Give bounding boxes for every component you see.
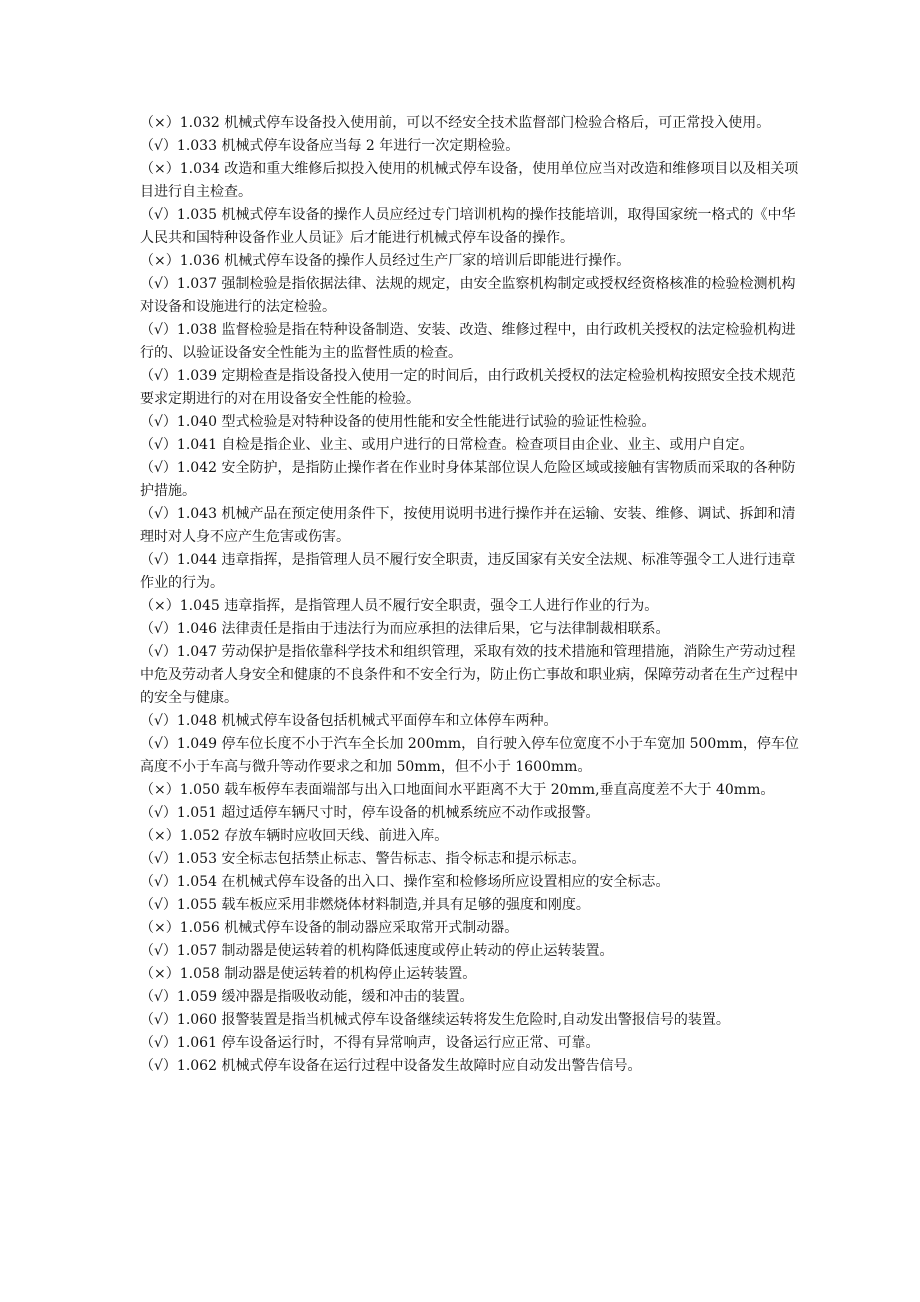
question-1-053: （√）1.053 安全标志包括禁止标志、警告标志、指令标志和提示标志。 bbox=[140, 851, 586, 867]
question-1-062: （√）1.062 机械式停车设备在运行过程中设备发生故障时应自动发出警告信号。 bbox=[140, 1058, 642, 1074]
question-1-034: （×）1.034 改造和重大维修后拟投入使用的机械式停车设备，使用单位应当对改造和维修项目以及相关项目进行自主检查。 bbox=[140, 161, 799, 200]
question-1-058: （×）1.058 制动器是使运转着的机构停止运转装置。 bbox=[140, 966, 477, 982]
question-1-039: （√）1.039 定期检查是指设备投入使用一定的时间后，由行政机关授权的法定检验机构按照安全技术规范要求定期进行的对在用设备安全性能的检验。 bbox=[140, 368, 796, 407]
question-1-054: （√）1.054 在机械式停车设备的出入口、操作室和检修场所应设置相应的安全标志。 bbox=[140, 874, 670, 890]
question-1-033: （√）1.033 机械式停车设备应当每 2 年进行一次定期检验。 bbox=[140, 138, 520, 154]
question-1-048: （√）1.048 机械式停车设备包括机械式平面停车和立体停车两种。 bbox=[140, 713, 558, 729]
question-1-041: （√）1.041 自检是指企业、业主、或用户进行的日常检查。检查项目由企业、业主、或用户自定。 bbox=[140, 437, 754, 453]
question-1-036: （×）1.036 机械式停车设备的操作人员经过生产厂家的培训后即能进行操作。 bbox=[140, 253, 631, 269]
question-1-044: （√）1.044 违章指挥，是指管理人员不履行安全职责，违反国家有关安全法规、标准等强令工人进行违章作业的行为。 bbox=[140, 552, 796, 591]
question-1-042: （√）1.042 安全防护，是指防止操作者在作业时身体某部位误人危险区域或接触有害物质而采取的各种防护措施。 bbox=[140, 460, 796, 499]
question-1-052: （×）1.052 存放车辆时应收回天线、前进入库。 bbox=[140, 828, 449, 844]
document-page bbox=[140, 112, 800, 1078]
question-1-038: （√）1.038 监督检验是指在特种设备制造、安装、改造、维修过程中，由行政机关授权的法定检验机构进行的、以验证设备安全性能为主的监督性质的检查。 bbox=[140, 322, 796, 361]
question-1-040: （√）1.040 型式检验是对特种设备的使用性能和安全性能进行试验的验证性检验。 bbox=[140, 414, 656, 430]
question-1-056: （×）1.056 机械式停车设备的制动器应采取常开式制动器。 bbox=[140, 920, 519, 936]
question-1-050: （×）1.050 载车板停车表面端部与出入口地面间水平距离不大于 20mm,垂直高度差不大于 40mm。 bbox=[140, 782, 775, 798]
question-1-055: （√）1.055 载车板应采用非燃烧体材料制造,并具有足够的强度和刚度。 bbox=[140, 897, 590, 913]
question-1-051: （√）1.051 超过适停车辆尺寸时，停车设备的机械系统应不动作或报警。 bbox=[140, 805, 600, 821]
question-1-043: （√）1.043 机械产品在预定使用条件下，按使用说明书进行操作并在运输、安装、维修、调试、拆卸和清理时对人身不应产生危害或伤害。 bbox=[140, 506, 796, 545]
question-1-046: （√）1.046 法律责任是指由于违法行为而应承担的法律后果，它与法律制裁相联系。 bbox=[140, 621, 670, 637]
question-1-045: （×）1.045 违章指挥，是指管理人员不履行安全职责，强令工人进行作业的行为。 bbox=[140, 598, 659, 614]
question-1-032: （×）1.032 机械式停车设备投入使用前，可以不经安全技术监督部门检验合格后，可正常投入使用。 bbox=[140, 115, 771, 131]
question-1-049: （√）1.049 停车位长度不小于汽车全长加 200mm，自行驶入停车位宽度不小于车宽加 500mm，停车位高度不小于车高与微升等动作要求之和加 50mm，但不小于 1600mm。 bbox=[140, 736, 799, 775]
question-1-047: （√）1.047 劳动保护是指依靠科学技术和组织管理，采取有效的技术措施和管理措施，消除生产劳动过程中危及劳动者人身安全和健康的不良条件和不安全行为，防止伤亡事故和职业病，保障劳动者在生产过程中的安全与健康。 bbox=[140, 644, 798, 706]
question-1-059: （√）1.059 缓冲器是指吸收动能，缓和冲击的装置。 bbox=[140, 989, 474, 1005]
question-1-060: （√）1.060 报警装置是指当机械式停车设备继续运转将发生危险时,自动发出警报信号的装置。 bbox=[140, 1012, 730, 1028]
question-1-061: （√）1.061 停车设备运行时，不得有异常响声，设备运行应正常、可靠。 bbox=[140, 1035, 600, 1051]
question-1-037: （√）1.037 强制检验是指依据法律、法规的规定，由安全监察机构制定或授权经资格核准的检验检测机构对设备和设施进行的法定检验。 bbox=[140, 276, 796, 315]
question-1-057: （√）1.057 制动器是使运转着的机构降低速度或停止转动的停止运转装置。 bbox=[140, 943, 614, 959]
question-1-035: （√）1.035 机械式停车设备的操作人员应经过专门培训机构的操作技能培训，取得国家统一格式的《中华人民共和国特种设备作业人员证》后才能进行机械式停车设备的操作。 bbox=[140, 207, 796, 246]
